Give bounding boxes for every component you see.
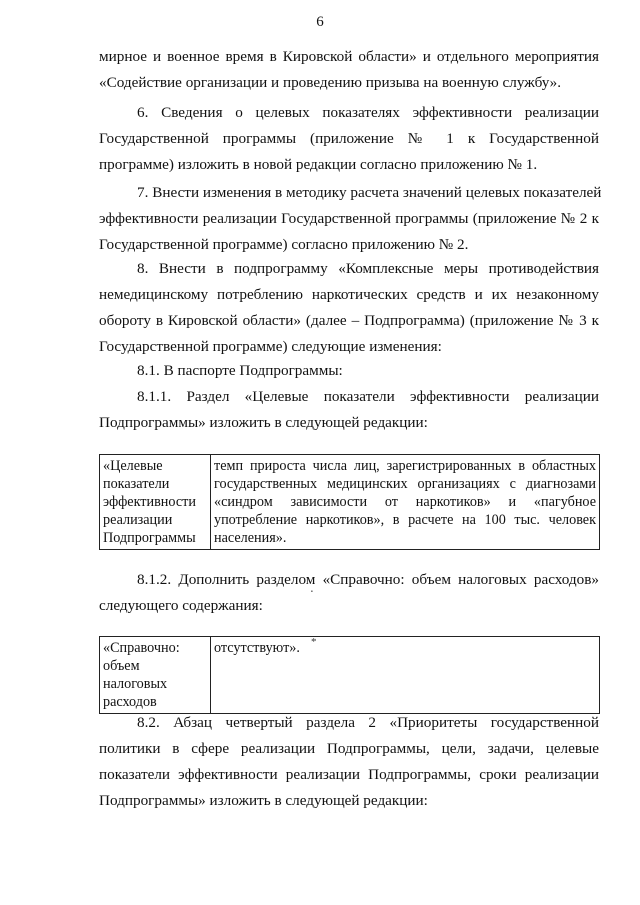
paragraph-item-7 — [99, 180, 602, 258]
table-target-indicators — [99, 454, 600, 550]
cell-line: темп прироста числа лиц, зарегистрированных в областных — [214, 458, 596, 474]
cell-line: показатели — [103, 476, 170, 492]
cell-line: Подпрограммы — [103, 530, 196, 546]
text-line: 8.2. Абзац четвертый раздела 2 «Приоритеты государственной — [137, 714, 599, 731]
text-line: Подпрограммы» изложить в следующей редакции: — [99, 414, 428, 431]
cell-line: «Справочно: — [103, 640, 180, 656]
table-tax-expenditures — [99, 636, 600, 714]
table-row — [100, 455, 600, 550]
paragraph-item-8 — [99, 256, 599, 360]
table-cell-value — [211, 455, 600, 550]
cell-line: объем налоговых — [103, 658, 168, 692]
text-line: мирное и военное время в Кировской области» и отдельного мероприятия — [99, 48, 599, 65]
paragraph-item-8-1-1 — [99, 384, 599, 436]
paragraph-item-8-1-2 — [99, 567, 599, 619]
text-line: Государственной программы (приложение № 1 к Государственной — [99, 130, 599, 147]
cell-line: «синдром зависимости от наркотиков» и «пагубное — [214, 494, 596, 510]
cell-line: населения». — [214, 530, 287, 546]
page-number: 6 — [316, 14, 324, 30]
text-line: Подпрограммы» изложить в следующей редакции: — [99, 792, 428, 809]
text-line: Государственной программе) следующие изменения: — [99, 338, 442, 355]
text-line: эффективности реализации Государственной программы (приложение № 2 к — [99, 210, 599, 227]
text-line: «Содействие организации и проведению призыва на военную службу». — [99, 74, 562, 91]
cell-line: расходов — [103, 694, 157, 710]
text-line: обороту в Кировской области» (далее – Подпрограмма) (приложение № 3 к — [99, 312, 599, 329]
text-line: показатели эффективности реализации Подпрограммы, сроки реализации — [99, 766, 599, 783]
table-cell-label — [100, 637, 211, 714]
text-line: 6. Сведения о целевых показателях эффективности реализации — [137, 104, 599, 121]
scan-mark: ⋅ — [310, 586, 314, 598]
text-line: политики в сфере реализации Подпрограммы, цели, задачи, целевые — [99, 740, 599, 757]
paragraph-continuation — [99, 44, 599, 96]
text-line: 8.1.1. Раздел «Целевые показатели эффективности реализации — [137, 388, 599, 405]
scan-mark: * — [311, 636, 317, 648]
text-line: немедицинскому потреблению наркотических средств и их незаконному — [99, 286, 599, 303]
text-line: следующего содержания: — [99, 597, 263, 614]
text-line: 8. Внести в подпрограмму «Комплексные меры противодействия — [137, 260, 599, 277]
text-line: Государственной программе) согласно приложению № 2. — [99, 236, 469, 253]
table-row — [100, 637, 600, 714]
text-line: 7. Внести изменения в методику расчета значений целевых показателей — [137, 184, 602, 201]
text-line: программе) изложить в новой редакции согласно приложению № 1. — [99, 156, 538, 173]
text-line: 8.1. В паспорте Подпрограммы: — [137, 362, 343, 379]
paragraph-item-6 — [99, 100, 599, 178]
table-cell-value — [211, 637, 600, 714]
paragraph-item-8-2 — [99, 710, 599, 814]
table-cell-label — [100, 455, 211, 550]
cell-line: государственных медицинских организациях с диагнозами — [214, 476, 596, 492]
paragraph-item-8-1 — [99, 358, 599, 384]
cell-line: отсутствуют». — [214, 640, 300, 656]
cell-line: употребление наркотиков», в расчете на 100 тыс. человек — [214, 512, 596, 528]
text-line: 8.1.2. Дополнить разделом «Справочно: объем налоговых расходов» — [137, 571, 599, 588]
cell-line: реализации — [103, 512, 173, 528]
cell-line: эффективности — [103, 494, 196, 510]
cell-line: «Целевые — [103, 458, 163, 474]
